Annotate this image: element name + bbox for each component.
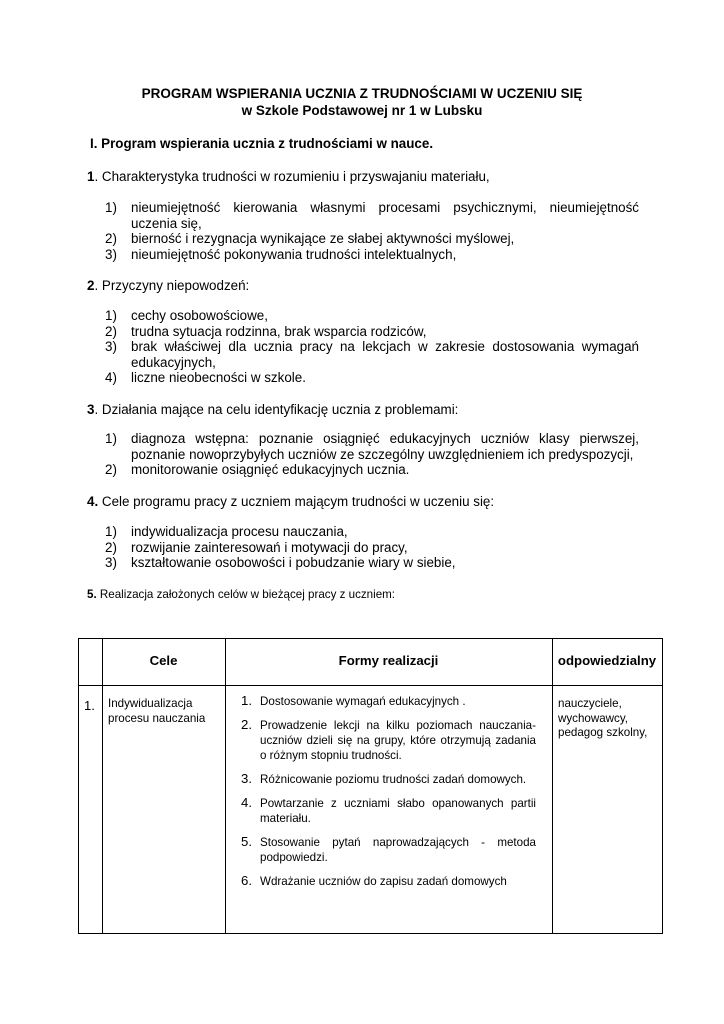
list-item: 3) kształtowanie osobowości i pobudzanie wiary w siebie, <box>105 555 456 570</box>
section-1-text: . Charakterystyka trudności w rozumieniu i przyswajaniu materiału, <box>94 169 490 184</box>
table-header-separator <box>78 685 663 686</box>
section-4-text: Cele programu pracy z uczniem mającym trudności w uczeniu się: <box>98 494 495 509</box>
section-5-number: 5. <box>87 588 97 601</box>
table-border-bottom <box>78 933 663 934</box>
section-3-number: 3 <box>87 402 95 417</box>
table-cell-odpowiedzialny: nauczyciele, wychowawcy, pedagog szkolny, <box>558 697 648 739</box>
section-2-text: . Przyczyny niepowodzeń: <box>94 278 250 293</box>
table-column-divider <box>102 638 103 934</box>
table-border-left <box>78 638 79 934</box>
section-4-list <box>105 524 639 571</box>
form-item: 2. Prowadzenie lekcji na kilku poziomach nauczania- uczniów dzieli się na grupy, które otrzymują zadania o różnym stopniu trudności. <box>241 717 536 762</box>
list-item: 3) nieumiejętność pokonywania trudności intelektualnych, <box>105 246 457 262</box>
section-4-heading <box>87 494 494 509</box>
section-1-number: 1 <box>87 169 95 184</box>
form-item: 1. Dostosowanie wymagań edukacyjnych . <box>241 693 466 708</box>
table-cell-cel: Indywidualizacja procesu nauczania <box>108 697 206 725</box>
table-row-number: 1. <box>84 698 95 713</box>
section-2-number: 2 <box>87 278 95 293</box>
list-item: 2) monitorowanie osiągnięć edukacyjnych ucznia. <box>105 462 410 477</box>
list-item: 1) indywidualizacja procesu nauczania, <box>105 524 348 539</box>
list-item: 1) cechy osobowościowe, <box>105 308 268 323</box>
table-column-divider <box>552 638 553 934</box>
form-item: 5. Stosowanie pytań naprowadzających - metoda podpowiedzi. <box>241 834 536 864</box>
list-item: 1) diagnoza wstępna: poznanie osiągnięć edukacyjnych uczniów klasy pierwszej, poznanie nowoprzybyłych uczniów ze szczególny uwzględnieniem ich predyspozycji, <box>105 431 639 462</box>
part-heading: I. Program wspierania ucznia z trudnościami w nauce. <box>90 136 434 151</box>
list-item: 2) bierność i rezygnacja wynikające ze słabej aktywności myślowej, <box>105 231 515 246</box>
form-item: 6. Wdrażanie uczniów do zapisu zadań domowych <box>241 873 507 888</box>
section-1-heading <box>87 169 490 184</box>
list-item: 4) liczne nieobecności w szkole. <box>105 370 306 385</box>
table-column-divider <box>225 638 226 934</box>
list-item: 3) brak właściwej dla ucznia pracy na lekcjach w zakresie dostosowania wymagań edukacyjnych, <box>105 339 639 370</box>
form-item: 4. Powtarzanie z uczniami słabo opanowanych partii materiału. <box>241 795 536 825</box>
section-4-number: 4. <box>87 494 99 509</box>
list-item: 2) rozwijanie zainteresowań i motywacji do pracy, <box>105 539 408 555</box>
table-header-cele: Cele <box>149 653 178 668</box>
section-5-text: Realizacja założonych celów w bieżącej pracy z uczniem: <box>96 588 396 601</box>
list-item: 2) trudna sytuacja rodzinna, brak wsparcia rodziców, <box>105 323 427 339</box>
table-cell-forms <box>240 694 536 898</box>
table-header-formy: Formy realizacji <box>338 653 439 668</box>
list-item: 1) nieumiejętność kierowania własnymi procesami psychicznymi, nieumiejętność uczenia się, <box>105 200 639 231</box>
table-border-right <box>662 638 663 934</box>
section-2-heading <box>87 278 249 293</box>
section-2-list <box>105 308 639 386</box>
table-border-top <box>78 638 663 639</box>
section-3-list <box>105 431 639 478</box>
section-3-text: . Działania mające na celu identyfikację ucznia z problemami: <box>94 402 459 417</box>
document-title: PROGRAM WSPIERANIA UCZNIA Z TRUDNOŚCIAMI W UCZENIU SIĘ <box>141 86 583 101</box>
document-subtitle: w Szkole Podstawowej nr 1 w Lubsku <box>241 103 483 118</box>
section-3-heading <box>87 402 458 417</box>
section-1-list <box>105 200 639 262</box>
section-5-heading <box>87 588 395 601</box>
form-item: 3. Różnicowanie poziomu trudności zadań domowych. <box>241 771 527 786</box>
table-header-odpowiedzialny: odpowiedzialny <box>557 653 657 668</box>
